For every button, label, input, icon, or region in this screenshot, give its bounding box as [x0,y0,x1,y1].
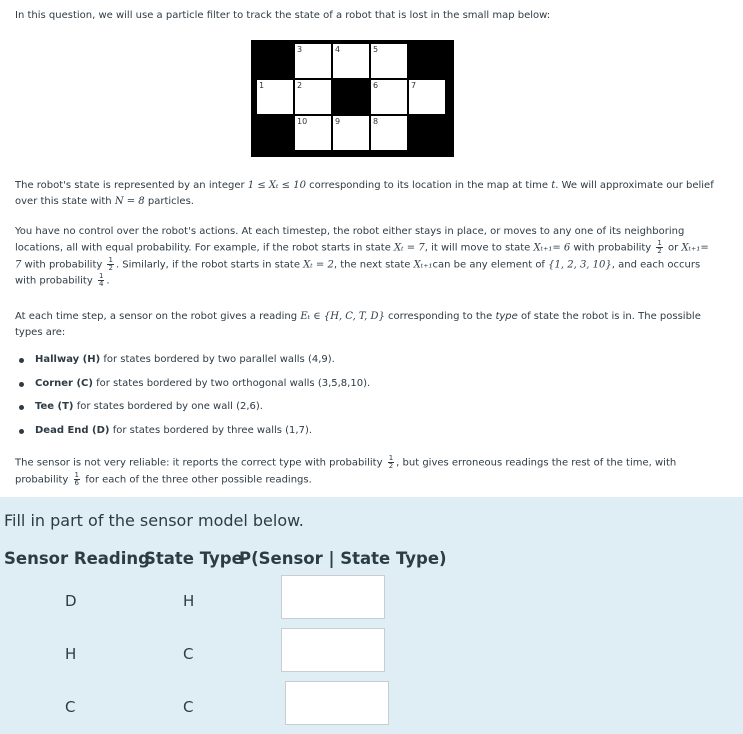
fraction-one-half: $\frac{1}{2}$ [388,454,394,470]
header-sensor-reading: Sensor Reading [4,549,150,568]
row-2-probability-input[interactable] [281,628,385,672]
map-cell: 1 [257,80,293,114]
row-2-state-type: C [183,645,194,663]
list-item: Dead End (D) for states bordered by three walls (1,7). [15,423,715,447]
map-cell: 6 [371,80,407,114]
list-item: Corner (C) for states bordered by two orthogonal walls (3,5,8,10). [15,376,715,400]
row-3-state-type: C [183,698,194,716]
fraction-one-half: $\frac{1}{2}$ [108,255,113,272]
row-1-state-type: H [183,592,195,610]
fraction-one-sixth: $\frac{1}{6}$ [74,470,80,487]
state-paragraph: The robot's state is represented by an integer 1 ≤ Xₜ ≤ 10 corresponding to its location in the map at time t. We will approximate our belief over this state with N = 8 particles. [15,180,714,207]
sensor-types-list [15,352,715,446]
header-probability: P(Sensor | State Type) [239,549,447,568]
sensor-paragraph: At each time step, a sensor on the robot gives a reading Eₜ ∈ {H, C, T, D} corresponding to the type of state the robot is in. The possible types are: [15,311,701,338]
fraction-one-quarter: $\frac{1}{4}$ [98,272,104,288]
map-cell: 10 [295,116,331,150]
map-cell: 8 [371,116,407,150]
robot-map [251,40,454,157]
map-cell: 4 [333,44,369,78]
map-cell: 2 [295,80,331,114]
fraction-one-half: $\frac{1}{2}$ [657,239,662,255]
fill-in-prompt: Fill in part of the sensor model below. [4,511,304,530]
list-item: Tee (T) for states bordered by one wall (2,6). [15,399,715,423]
row-1-sensor-reading: D [65,592,77,610]
header-state-type: State Type [144,549,243,568]
transition-paragraph: You have no control over the robot's actions. At each timestep, the robot either stays in place, or moves to any one of its neighboring locations, all with equal probability. For example, if the robot starts in state Xₜ = 7, it will move to state Xₜ₊₁= 6 with probability $\frac{1}{2}$ or Xₜ₊₁= 7 with probability $\frac{1}{2}$ . Similarly, if the robot starts in state Xₜ = 2, the next state Xₜ₊₁can be any element of {1, 2, 3, 10}, and each occurs with probability $\frac{1}{4}$ . [15,226,709,288]
map-cell: 5 [371,44,407,78]
row-3-probability-input[interactable] [285,681,389,725]
reliability-paragraph: The sensor is not very reliable: it reports the correct type with probability $\frac{1}{2}$ , but gives erroneous readings the rest of the time, with probability $\frac{1}{6}$ for each of the three other possible readings. [15,454,677,487]
map-cell: 9 [333,116,369,150]
map-cell: 7 [409,80,445,114]
map-cell: 3 [295,44,331,78]
list-item: Hallway (H) for states bordered by two parallel walls (4,9). [15,352,715,376]
fill-in-panel [0,497,743,734]
row-3-sensor-reading: C [65,698,76,716]
row-2-sensor-reading: H [65,645,77,663]
intro-text: In this question, we will use a particle filter to track the state of a robot that is lost in the small map below: [15,10,551,21]
row-1-probability-input[interactable] [281,575,385,619]
